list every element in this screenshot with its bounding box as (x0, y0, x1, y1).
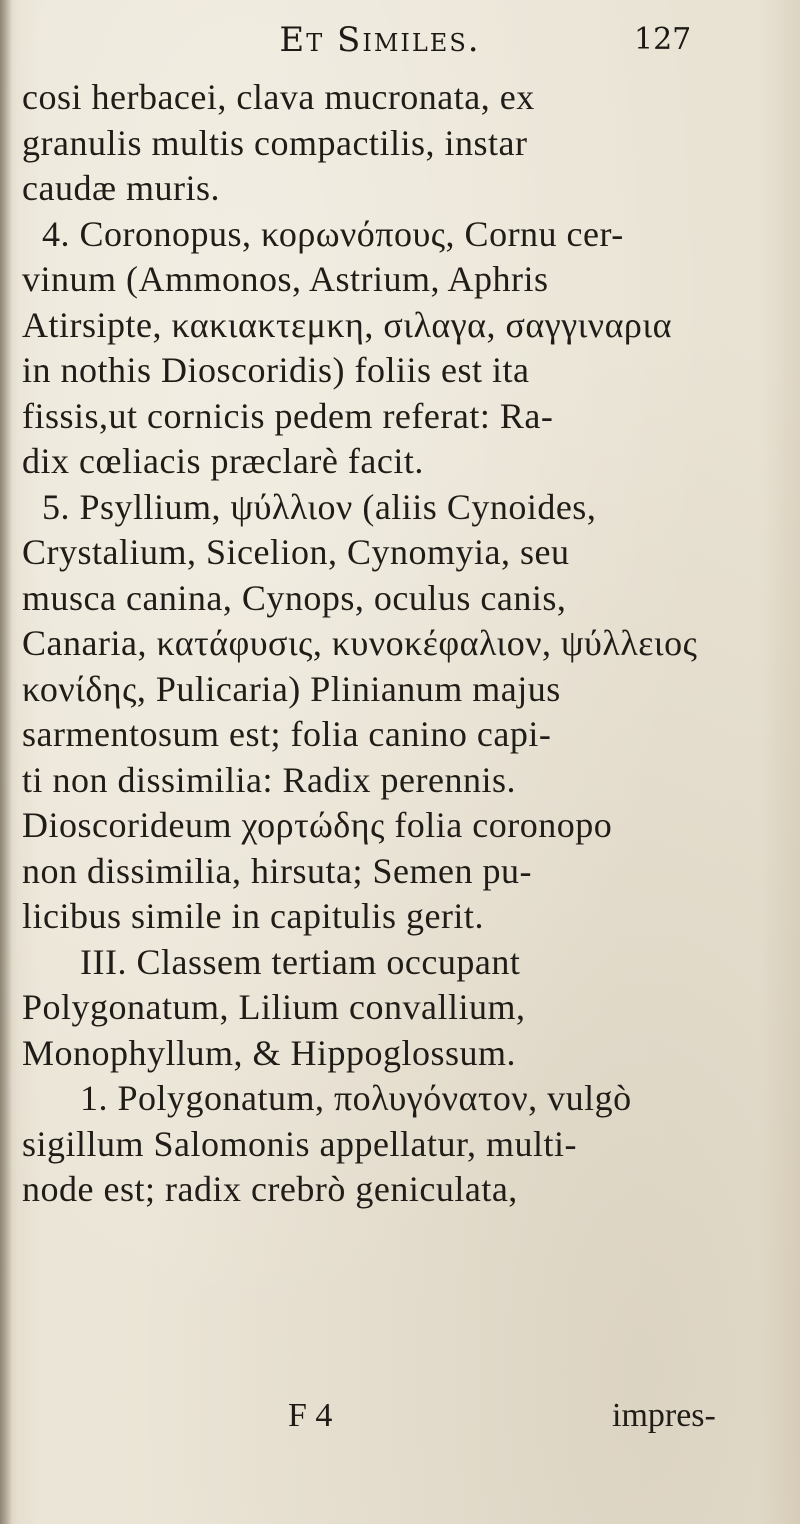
text-line: III. Classem tertiam occupant (80, 941, 521, 982)
text-line: Crystalium, Sicelion, Cynomyia, seu (22, 532, 570, 572)
text-line: sigillum Salomonis appellatur, multi- (22, 1123, 578, 1164)
text-line: 1. Polygonatum, πολυγόνατον, vulgò (80, 1078, 632, 1118)
text-line: Atirsipte, κακιακτεμκη, σιλαγα, σαγγιναρια (22, 304, 672, 345)
text-line: fissis,ut cornicis pedem referat: Ra- (22, 395, 554, 436)
text-line: Canaria, κατάφυσις, κυνοκέφαλιον, ψύλλειος (22, 623, 698, 663)
page-number: 127 (634, 22, 692, 57)
text-line: dix cœliacis præclarè facit. (22, 441, 424, 481)
text-line: ti non dissimilia: Radix perennis. (22, 759, 516, 800)
text-line: cosi herbacei, clava mucronata, ex (22, 77, 535, 117)
page-footer (0, 1397, 800, 1441)
text-line: 5. Psyllium, ψύλλιον (aliis Cynoides, (42, 486, 597, 527)
text-line: sarmentosum est; folia canino capi- (22, 714, 552, 754)
text-line: musca canina, Cynops, oculus canis, (22, 577, 567, 618)
signature-mark: F 4 (288, 1397, 333, 1434)
page-header (0, 20, 800, 68)
running-head: Et Similes. (279, 20, 481, 60)
text-line: 4. Coronopus, κορωνόπους, Cornu cer- (42, 213, 624, 254)
text-line: Polygonatum, Lilium convallium, (22, 987, 526, 1027)
text-line: granulis multis compactilis, instar (22, 122, 528, 163)
text-line: non dissimilia, hirsuta; Semen pu- (22, 850, 532, 891)
text-line: in nothis Dioscoridis) foliis est ita (22, 350, 530, 390)
body-text (22, 75, 794, 1213)
catchword: impres- (612, 1397, 716, 1434)
text-line: licibus simile in capitulis gerit. (22, 896, 484, 936)
text-line: κονίδης, Pulicaria) Plinianum majus (22, 668, 561, 709)
text-line: node est; radix crebrò geniculata, (22, 1169, 518, 1209)
text-line: Monophyllum, & Hippoglossum. (22, 1032, 517, 1073)
text-line: Dioscorideum χορτώδης folia coronopo (22, 805, 613, 845)
text-line: vinum (Ammonos, Astrium, Aphris (22, 259, 549, 299)
text-line: caudæ muris. (22, 168, 220, 208)
